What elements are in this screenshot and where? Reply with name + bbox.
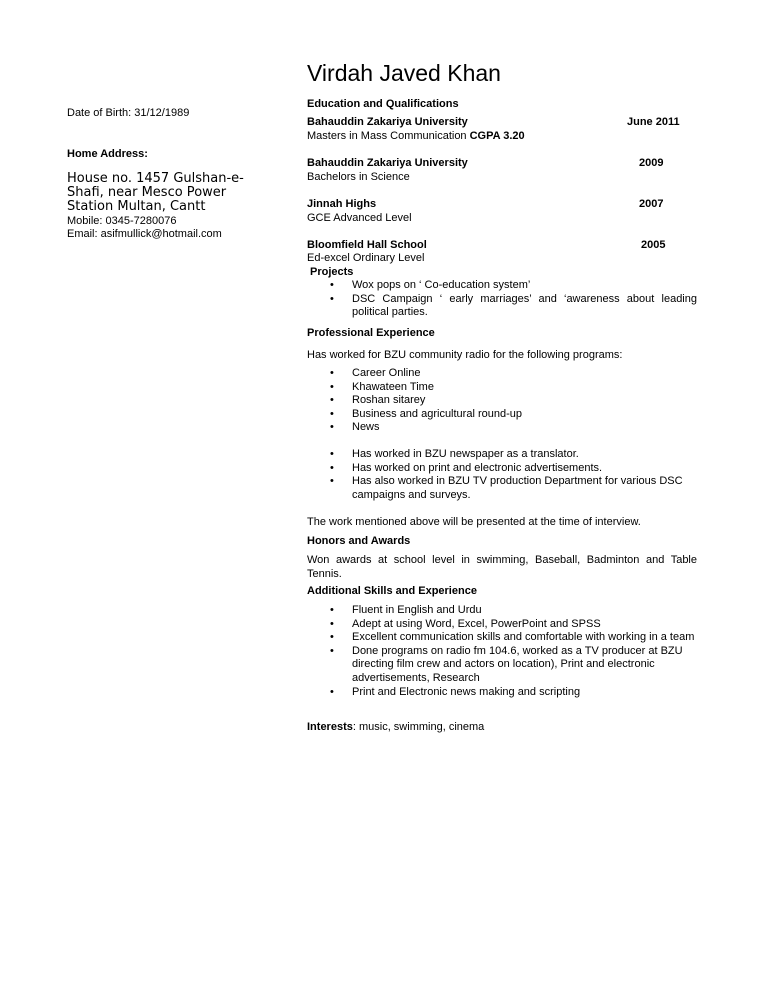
projects-heading: Projects	[310, 266, 354, 278]
home-address-label: Home Address:	[67, 148, 148, 160]
institution-name: Bahauddin Zakariya University	[307, 116, 468, 128]
skills-heading: Additional Skills and Experience	[307, 585, 477, 597]
education-date: June 2011	[627, 116, 680, 128]
list-item: • Adept at using Word, Excel, PowerPoint and SPSS	[330, 618, 697, 632]
institution-name: Jinnah Highs	[307, 198, 377, 210]
programs-list	[330, 367, 697, 435]
projects-list	[330, 279, 697, 320]
mobile-number: Mobile: 0345-7280076	[67, 215, 177, 227]
list-item: • Wox pops on ‘ Co-education system’	[330, 279, 697, 293]
degree-text: Masters in Mass Communication	[307, 130, 470, 142]
date-of-birth: Date of Birth: 31/12/1989	[67, 107, 190, 119]
professional-heading: Professional Experience	[307, 327, 435, 339]
institution-name: Bahauddin Zakariya University	[307, 157, 468, 169]
education-item	[307, 239, 697, 251]
list-item: • Khawateen Time	[330, 381, 697, 395]
skills-list	[330, 604, 697, 699]
degree-grade: CGPA 3.20	[469, 130, 525, 142]
email-address: Email: asifmullick@hotmail.com	[67, 228, 222, 240]
education-item	[307, 116, 697, 128]
list-item: • Fluent in English and Urdu	[330, 604, 697, 618]
work-note: The work mentioned above will be presented at the time of interview.	[307, 516, 641, 528]
list-item: • Excellent communication skills and comfortable with working in a team	[330, 631, 697, 645]
education-item	[307, 157, 697, 169]
honors-heading: Honors and Awards	[307, 535, 411, 547]
work-list	[330, 448, 697, 502]
list-item: • Career Online	[330, 367, 697, 381]
interests	[307, 721, 697, 733]
institution-name: Bloomfield Hall School	[307, 239, 427, 251]
education-degree: Ed-excel Ordinary Level	[307, 252, 425, 264]
list-item: • Print and Electronic news making and scripting	[330, 686, 697, 700]
education-heading: Education and Qualifications	[307, 98, 459, 110]
education-item	[307, 198, 697, 210]
education-date: 2005	[641, 239, 666, 251]
education-date: 2007	[639, 198, 664, 210]
list-item: • News	[330, 421, 697, 435]
education-degree: Bachelors in Science	[307, 171, 410, 183]
resume-name: Virdah Javed Khan	[307, 60, 501, 86]
education-degree	[307, 130, 525, 142]
education-date: 2009	[639, 157, 664, 169]
list-item: • DSC Campaign ‘ early marriages’ and ‘awareness about leading political parties.	[330, 293, 697, 320]
honors-text: Won awards at school level in swimming, Baseball, Badminton and Table Tennis.	[307, 554, 697, 580]
list-item: • Has worked on print and electronic advertisements.	[330, 462, 697, 476]
list-item: • Business and agricultural round-up	[330, 408, 697, 422]
list-item: • Done programs on radio fm 104.6, worked as a TV producer at BZU directing film crew and actors on location), Print and electronic advertisements, Research	[330, 645, 697, 686]
interests-text: : music, swimming, cinema	[352, 721, 485, 733]
education-degree: GCE Advanced Level	[307, 212, 412, 224]
professional-intro: Has worked for BZU community radio for the following programs:	[307, 349, 623, 361]
list-item: • Roshan sitarey	[330, 394, 697, 408]
list-item: • Has worked in BZU newspaper as a translator.	[330, 448, 697, 462]
home-address: House no. 1457 Gulshan-e-Shafi, near Mesco Power Station Multan, Cantt	[67, 171, 244, 214]
interests-label: Interests	[307, 721, 353, 733]
list-item: • Has also worked in BZU TV production Department for various DSC campaigns and surveys.	[330, 475, 697, 502]
